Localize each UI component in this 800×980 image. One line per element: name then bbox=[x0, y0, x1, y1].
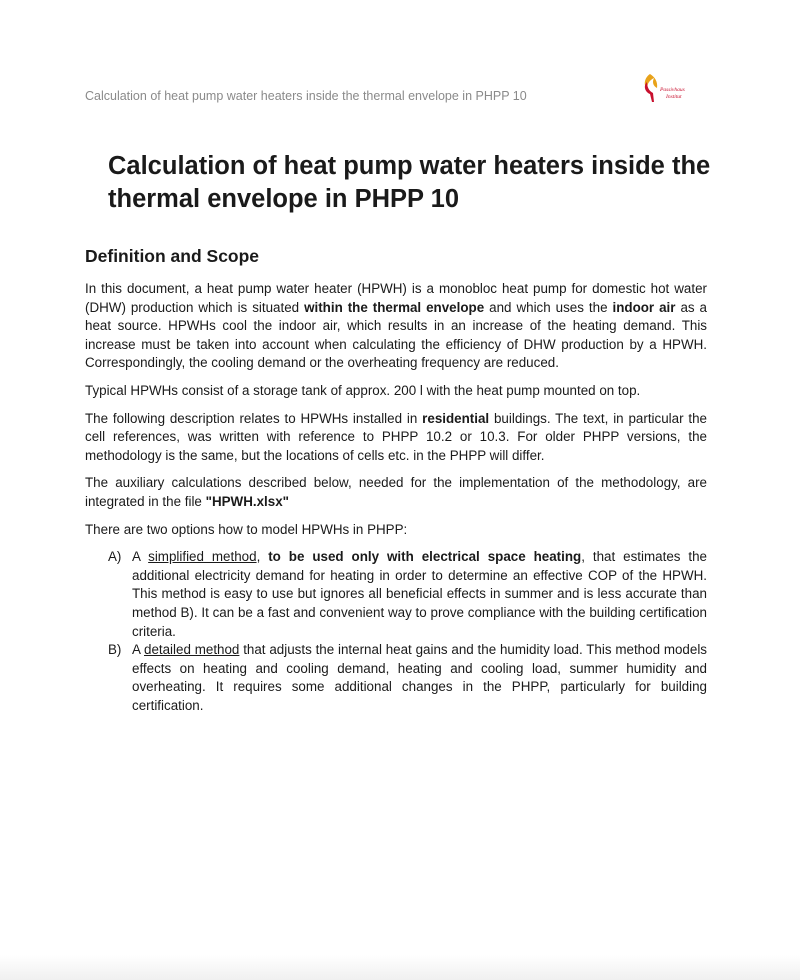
file-name: "HPWH.xlsx" bbox=[205, 493, 290, 509]
page-bottom-shade bbox=[0, 955, 800, 980]
text-run: The following description relates to HPWHs installed in bbox=[85, 410, 423, 426]
text-run: and which uses the bbox=[484, 299, 613, 315]
text-run: A bbox=[132, 642, 144, 658]
text-run: In this document, a heat pump water heater (HPWH) is a monobloc heat pump for domestic hot water (DHW) production which is situated bbox=[85, 281, 707, 315]
paragraph-auxiliary bbox=[85, 474, 707, 511]
option-a bbox=[85, 548, 707, 641]
bold-run: indoor air bbox=[612, 299, 676, 315]
text-run: , bbox=[256, 549, 269, 565]
text-run: that adjusts the internal heat gains and the humidity load. This method models effects on heating and cooling demand, heating and cooling load, summer humidity and overheating. It requires some additional changes in the PHPP, particularly for building certification. bbox=[132, 642, 707, 713]
text-run: The auxiliary calculations described below, needed for the implementation of the methodology, are integrated in the file bbox=[85, 475, 707, 509]
simplified-method-link: simplified method bbox=[148, 549, 257, 565]
option-letter: A) bbox=[108, 549, 122, 565]
option-letter: B) bbox=[108, 642, 122, 658]
running-header: Calculation of heat pump water heaters inside the thermal envelope in PHPP 10 bbox=[85, 89, 527, 103]
bold-run: residential bbox=[422, 410, 490, 426]
document-title: Calculation of heat pump water heaters inside the thermal envelope in PHPP 10 bbox=[108, 152, 711, 213]
bold-run: to be used only with electrical space heating bbox=[268, 549, 582, 565]
svg-text:Passivhaus: Passivhaus bbox=[660, 87, 685, 93]
text-run: A bbox=[132, 549, 149, 565]
svg-text:Institut: Institut bbox=[666, 94, 682, 100]
option-b bbox=[85, 641, 707, 715]
passivhaus-institut-logo bbox=[640, 72, 690, 106]
text-run: , that estimates the additional electricity demand for heating in order to determine an effective COP of the HPWH. This method is easy to use but ignores all beneficial effects in summer and is less accurate than method B). It can be a fast and convenient way to prove compliance with the building certification criteria. bbox=[132, 549, 708, 639]
section-heading: Definition and Scope bbox=[85, 246, 260, 266]
text-run: buildings. The text, in particular the cell references, was written with reference to PHPP 10.2 or 10.3. For older PHPP versions, the methodology is the same, but the locations of cells etc. in the PHPP will differ. bbox=[85, 410, 707, 463]
bold-run: within the thermal envelope bbox=[304, 299, 485, 315]
document-body bbox=[85, 280, 707, 715]
paragraph-scope bbox=[85, 410, 707, 466]
text-run: as a heat source. HPWHs cool the indoor air, which results in an increase of the heating demand. This increase must be taken into account when calculating the efficiency of DHW production by a HPWH. Correspondingly, the cooling demand or the overheating frequency are reduced. bbox=[85, 299, 708, 371]
detailed-method-link: detailed method bbox=[144, 642, 240, 658]
paragraph-options-intro: There are two options how to model HPWHs in PHPP: bbox=[85, 521, 408, 537]
paragraph-typical: Typical HPWHs consist of a storage tank of approx. 200 l with the heat pump mounted on top. bbox=[85, 382, 641, 398]
paragraph-definition bbox=[85, 280, 707, 373]
options-list bbox=[85, 548, 707, 715]
